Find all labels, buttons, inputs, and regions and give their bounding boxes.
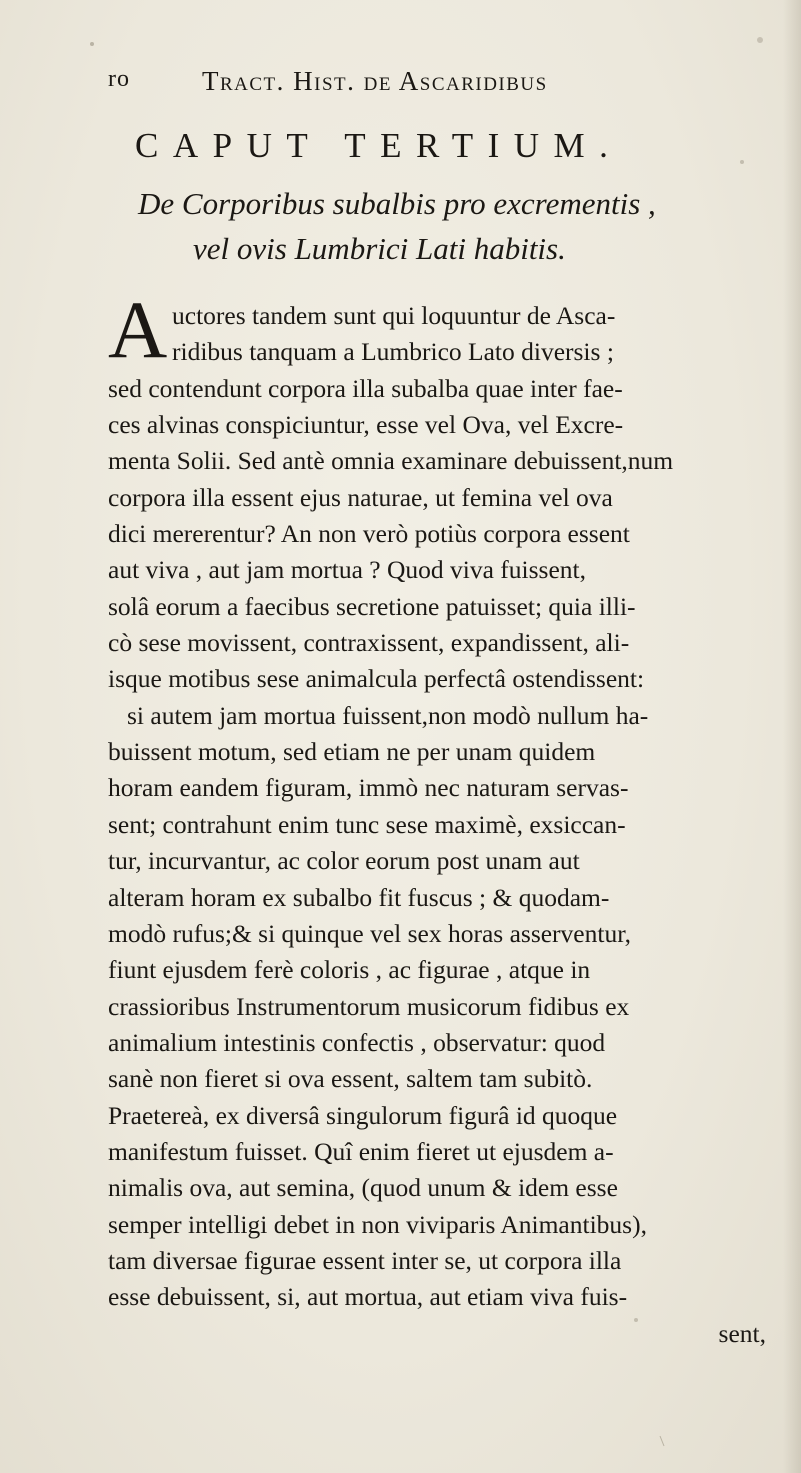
text-line: Praetereà, ex diversâ singulorum figurâ id quoque — [108, 1100, 618, 1130]
chapter-title: CAPUT TERTIUM. — [135, 126, 623, 165]
text-line: nimalis ova, aut semina, (quod unum & idem esse — [108, 1173, 618, 1203]
text-line: uctores tandem sunt qui loquuntur de Asca- — [172, 301, 616, 330]
text-line: sent; contrahunt enim tunc sese maximè, exsiccan- — [108, 809, 626, 839]
text-line: animalium intestinis confectis , observatur: quod — [108, 1027, 606, 1057]
text-line: solâ eorum a faecibus secretione patuisset; quia illi- — [108, 591, 636, 621]
running-title: Tract. Hist. de Ascaridibus — [202, 66, 548, 96]
text-line: manifestum fuisset. Quî enim fieret ut ejusdem a- — [108, 1136, 614, 1166]
text-line: si autem jam mortua fuissent,non modò nullum ha- — [127, 700, 649, 730]
catchword: sent, — [718, 1318, 766, 1348]
text-line: modò rufus;& si quinque vel sex horas asserventur, — [108, 918, 632, 948]
text-line: menta Solii. Sed antè omnia examinare debuissent,num — [108, 446, 674, 476]
page-edge — [783, 0, 801, 1473]
text-line: horam eandem figuram, immò nec naturam servas- — [108, 773, 629, 803]
text-line: buissent motum, sed etiam ne per unam quidem — [108, 737, 596, 767]
text-line: sanè non fieret si ova essent, saltem tam subitò. — [108, 1064, 593, 1094]
subtitle-text-1: De Corporibus subalbis pro excrementis , — [138, 186, 656, 221]
page-number: ro — [108, 66, 130, 92]
chapter-subtitle-line-2 — [193, 231, 793, 267]
text-line: fiunt ejusdem ferè coloris , ac figurae , atque in — [108, 955, 591, 985]
text-line: ridibus tanquam a Lumbrico Lato diversis ; — [172, 337, 614, 367]
text-line: esse debuissent, si, aut mortua, aut etiam viva fuis- — [108, 1282, 628, 1312]
text-line: sed contendunt corpora illa subalba quae inter fae- — [108, 373, 623, 403]
body-text — [108, 298, 788, 1352]
text-line: aut viva , aut jam mortua ? Quod viva fuissent, — [108, 555, 587, 585]
text-line: ces alvinas conspiciuntur, esse vel Ova, vel Excre- — [108, 410, 624, 440]
subtitle-text-2: vel ovis Lumbrici Lati habitis. — [193, 231, 566, 266]
running-head — [108, 66, 708, 96]
text-line: corpora illa essent ejus naturae, ut femina vel ova — [108, 482, 613, 512]
text-line: dici mererentur? An non verò potiùs corpora essent — [108, 519, 630, 549]
text-line: semper intelligi debet in non viviparis Animantibus), — [108, 1209, 647, 1239]
text-line: tam diversae figurae essent inter se, ut corpora illa — [108, 1245, 622, 1275]
chapter-subtitle-line-1 — [138, 186, 738, 222]
text-line: tur, incurvantur, ac color eorum post unam aut — [108, 846, 580, 876]
drop-cap: A — [108, 284, 168, 375]
text-line: cò sese movissent, contraxissent, expandissent, ali- — [108, 628, 630, 658]
text-line: crassioribus Instrumentorum musicorum fidibus ex — [108, 991, 630, 1021]
text-line: alteram horam ex subalbo fit fuscus ; & quodam- — [108, 882, 610, 912]
text-line: isque motibus sese animalcula perfectâ ostendissent: — [108, 664, 645, 694]
